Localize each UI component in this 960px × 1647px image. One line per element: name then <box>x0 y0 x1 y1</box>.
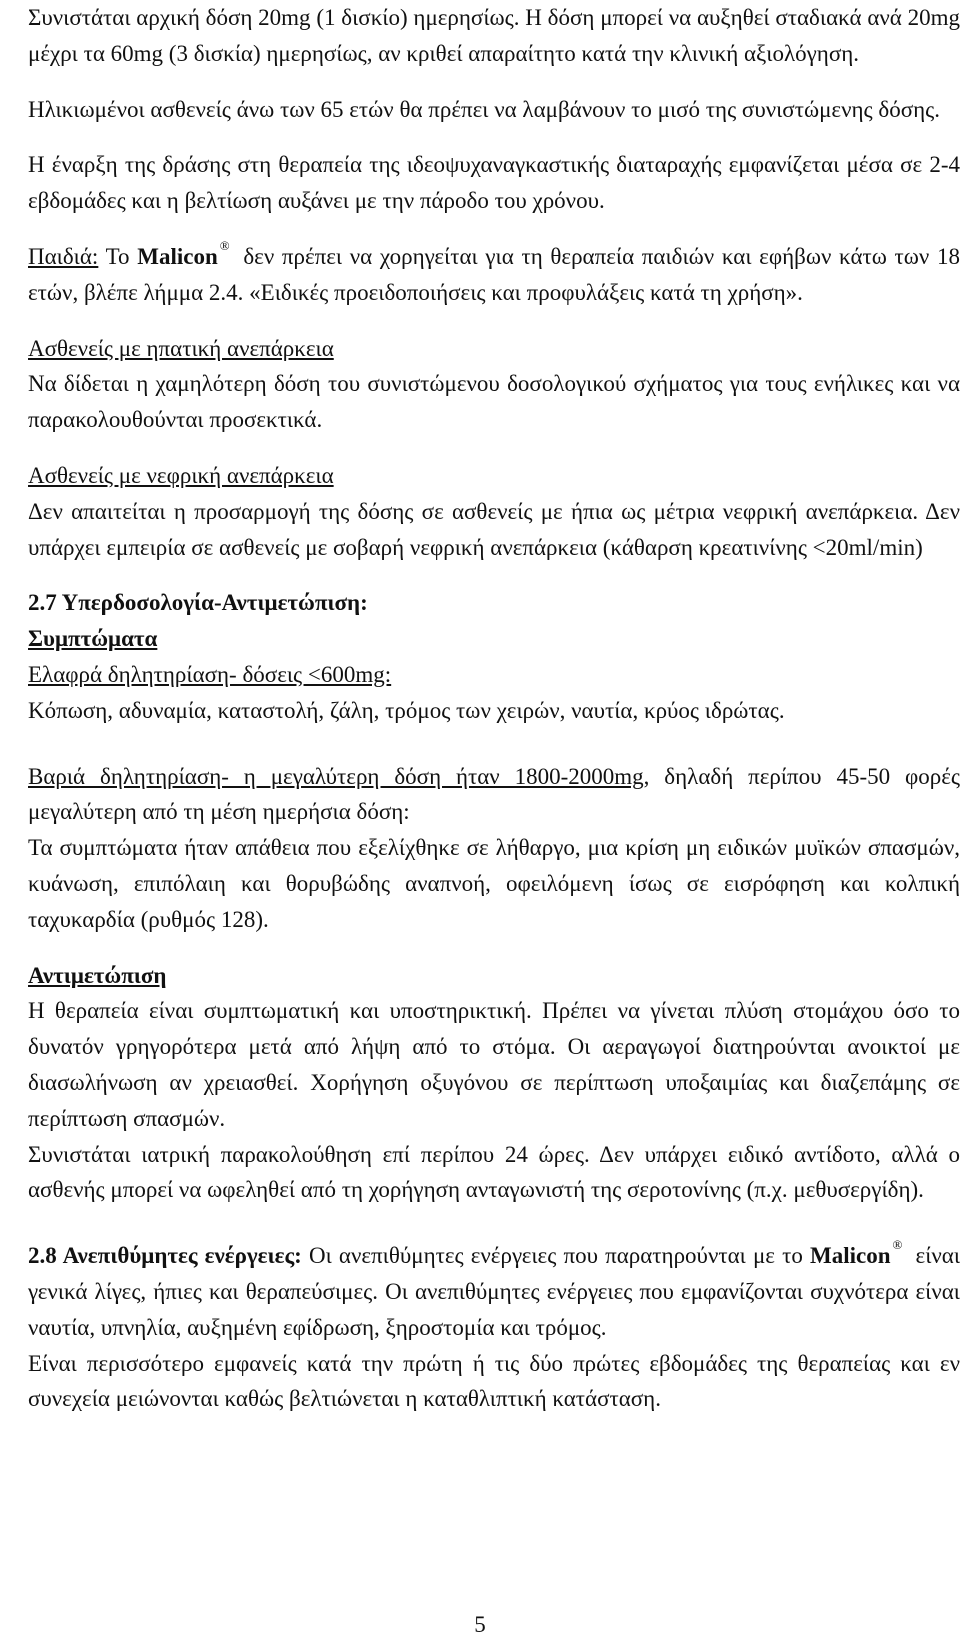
overdose-heading: 2.7 Υπερδοσολογία-Αντιμετώπιση: <box>28 590 368 616</box>
severe-poisoning-paragraph <box>28 759 960 831</box>
renal-heading: Ασθενείς με νεφρική ανεπάρκεια <box>28 462 334 488</box>
treatment-heading: Αντιμετώπιση <box>28 962 167 988</box>
document-page <box>28 0 960 1417</box>
registered-mark-2: ® <box>892 1237 903 1253</box>
adverse-text-2: Είναι περισσότερο εμφανείς κατά την πρώτη ή τις δύο πρώτες εβδομάδες της θεραπείας και εν συνεχεία μειώνονται καθώς βελτιώνεται η καταθλιπτική κατάσταση. <box>28 1350 960 1412</box>
children-label: Παιδιά: <box>28 243 99 269</box>
symptoms-heading: Συμπτώματα <box>28 626 158 652</box>
registered-mark: ® <box>219 237 230 253</box>
mild-poisoning-heading: Ελαφρά δηλητηρίαση- δόσεις <600mg: <box>28 661 392 687</box>
children-text-after: δεν πρέπει να χορηγείται για τη θεραπεία παιδιών και εφήβων κάτω των 18 ετών, βλέπε λήμμα 2.4. «Ειδικές προειδοποιήσεις και προφυλάξεις κατά τη χρήση». <box>28 243 960 305</box>
brand-name: Malicon <box>137 243 218 269</box>
renal-text: Δεν απαιτείται η προσαρμογή της δόσης σε ασθενείς με ήπια ως μέτρια νεφρική ανεπάρκεια. Δεν υπάρχει εμπειρία σε ασθενείς με σοβαρή νεφρική ανεπάρκεια (κάθαρση κρεατινίνης <20ml/min) <box>28 498 960 560</box>
adverse-heading: 2.8 Ανεπιθύμητες ενέργειες: <box>28 1243 302 1269</box>
children-text-before: Το <box>105 243 130 269</box>
onset-paragraph: Η έναρξη της δράσης στη θεραπεία της ιδεοψυχαναγκαστικής διαταραχής εμφανίζεται μέσα σε 2-4 εβδομάδες και η βελτίωση αυξάνει με την πάροδο του χρόνου. <box>28 152 960 214</box>
elderly-paragraph: Ηλικιωμένοι ασθενείς άνω των 65 ετών θα πρέπει να λαμβάνουν το μισό της συνιστώμενης δόσης. <box>28 96 940 122</box>
page-number: 5 <box>474 1612 486 1637</box>
hepatic-heading: Ασθενείς με ηπατική ανεπάρκεια <box>28 335 334 361</box>
treatment-text: Η θεραπεία είναι συμπτωματική και υποστηρικτική. Πρέπει να γίνεται πλύση στομάχου όσο το δυνατόν γρηγορότερα μετά από λήψη από το στόμα. Οι αεραγωγοί διατηρούνται ανοικτοί με διασωλήνωση αν χρειασθεί. Χορήγηση οξυγόνου σε περίπτωση υποξαιμίας και διαζεπάμης σε περίπτωση σπασμών. <box>28 998 960 1131</box>
severe-poisoning-heading: Βαριά δηλητηρίαση- η μεγαλύτερη δόση ήταν 1800-2000mg, <box>28 763 650 789</box>
adverse-paragraph <box>28 1238 960 1345</box>
mild-poisoning-text: Κόπωση, αδυναμία, καταστολή, ζάλη, τρόμος των χειρών, ναυτία, κρύος ιδρώτας. <box>28 697 785 723</box>
adverse-text-before: Οι ανεπιθύμητες ενέργειες που παρατηρούνται με το <box>308 1243 803 1269</box>
severe-poisoning-text: Τα συμπτώματα ήταν απάθεια που εξελίχθηκε σε λήθαργο, μια κρίση μη ειδικών μυϊκών σπασμών, κυάνωση, επιπόλαιη και θορυβώδης αναπνοή, οφειλόμενη ίσως σε εισρόφηση και κολπική ταχυκαρδία (ρυθμός 128). <box>28 835 960 932</box>
severe-poisoning-cont: δηλαδή περίπου 45-50 φορές μεγαλύτερη από τη μέση ημερήσια δόση: <box>28 763 960 825</box>
dose-initial-paragraph: Συνιστάται αρχική δόση 20mg (1 δισκίο) ημερησίως. Η δόση μπορεί να αυξηθεί σταδιακά ανά 20mg μέχρι τα 60mg (3 δισκία) ημερησίως, αν κριθεί απαραίτητο κατά την κλινική αξιολόγηση. <box>28 5 960 66</box>
children-paragraph <box>28 239 960 311</box>
hepatic-text: Να δίδεται η χαμηλότερη δόση του συνιστώμενου δοσολογικού σχήματος για τους ενήλικες και να παρακολουθούνται προσεκτικά. <box>28 371 960 433</box>
adverse-text-after: είναι γενικά λίγες, ήπιες και θεραπεύσιμες. Οι ανεπιθύμητες ενέργειες που εμφανίζονται συχνότερα είναι ναυτία, υπνηλία, αυξημένη εφίδρωση, ξηροστομία και τρόμος. <box>28 1243 960 1340</box>
monitoring-text: Συνιστάται ιατρική παρακολούθηση επί περίπου 24 ώρες. Δεν υπάρχει ειδικό αντίδοτο, αλλά ο ασθενής μπορεί να ωφεληθεί από τη χορήγηση ανταγωνιστή της σεροτονίνης (π.χ. μεθυσεργίδη). <box>28 1141 960 1203</box>
brand-name-2: Malicon <box>810 1243 891 1269</box>
